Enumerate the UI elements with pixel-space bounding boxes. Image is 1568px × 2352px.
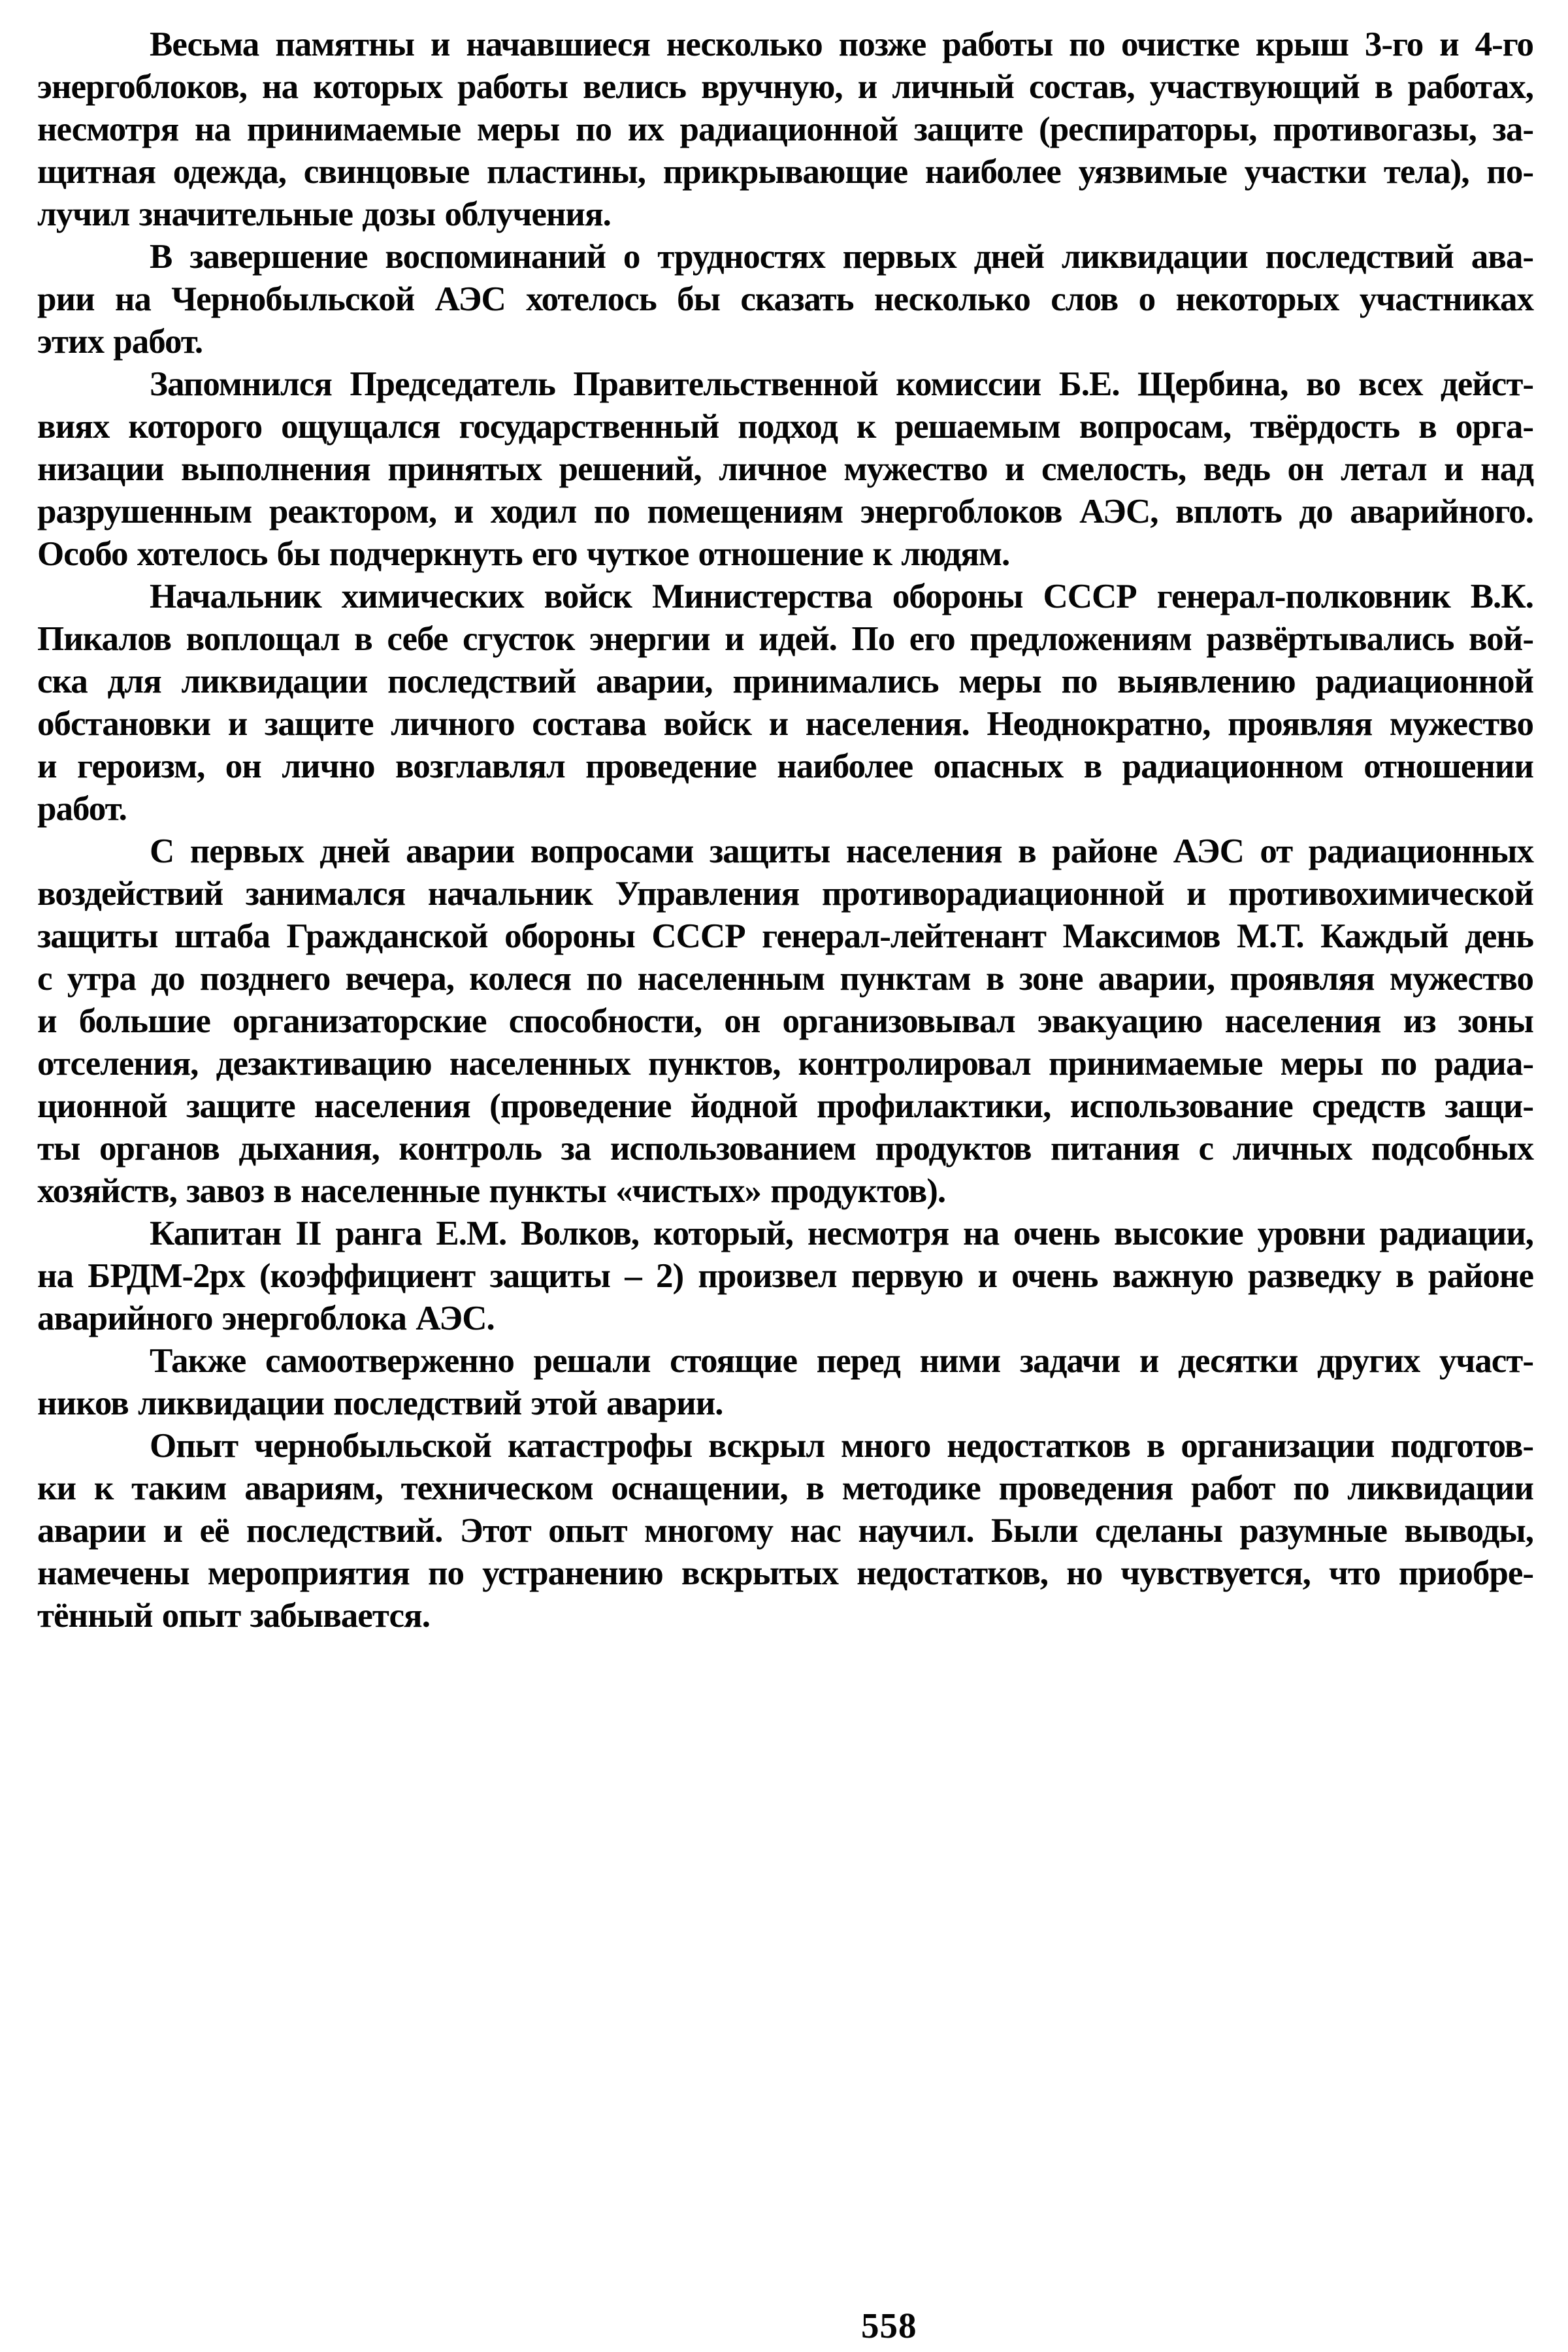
- text-line: тённый опыт забывается.: [37, 1597, 430, 1635]
- text-line: и героизм, он лично возглавлял проведение наиболее опасных в радиационном отношении: [37, 747, 1533, 785]
- text-line: ционной защите населения (проведение йодной профилактики, использование средств защи-: [37, 1087, 1533, 1125]
- text-line: аварийного энергоблока АЭС.: [37, 1299, 495, 1337]
- text-line: намечены мероприятия по устранению вскрытых недостатков, но чувствуется, что приобре-: [37, 1554, 1533, 1592]
- text-line: Весьма памятны и начавшиеся несколько позже работы по очистке крыш 3-го и 4-го: [150, 25, 1533, 63]
- text-line: и большие организаторские способности, он организовывал эвакуацию населения из зоны: [37, 1002, 1533, 1040]
- text-line: виях которого ощущался государственный подход к решаемым вопросам, твёрдость в орга-: [37, 408, 1533, 446]
- text-line: С первых дней аварии вопросами защиты населения в районе АЭС от радиационных: [150, 832, 1533, 870]
- text-line: работ.: [37, 790, 127, 828]
- text-line: несмотря на принимаемые меры по их радиационной защите (респираторы, противогазы, за-: [37, 110, 1533, 148]
- text-line: на БРДМ-2рх (коэффициент защиты – 2) произвел первую и очень важную разведку в районе: [37, 1257, 1533, 1295]
- text-line: ников ликвидации последствий этой аварии.: [37, 1384, 723, 1422]
- text-line: Начальник химических войск Министерства обороны СССР генерал-полковник В.К.: [150, 578, 1533, 615]
- text-line: отселения, дезактивацию населенных пунктов, контролировал принимаемые меры по радиа-: [37, 1045, 1533, 1083]
- text-line: Опыт чернобыльской катастрофы вскрыл много недостатков в организации подготов-: [150, 1427, 1533, 1465]
- text-line: разрушенным реактором, и ходил по помещениям энергоблоков АЭС, вплоть до аварийного.: [37, 493, 1533, 531]
- text-line: щитная одежда, свинцовые пластины, прикрывающие наиболее уязвимые участки тела), по-: [37, 153, 1533, 191]
- text-line: хозяйств, завоз в населенные пункты «чистых» продуктов).: [37, 1172, 946, 1210]
- text-line: Пикалов воплощал в себе сгусток энергии и идей. По его предложениям развёртывались вой-: [37, 620, 1533, 658]
- text-line: ска для ликвидации последствий аварии, принимались меры по выявлению радиационной: [37, 662, 1533, 700]
- text-line: воздействий занимался начальник Управления противорадиационной и противохимической: [37, 875, 1533, 913]
- text-line: с утра до позднего вечера, колеся по населенным пунктам в зоне аварии, проявляя мужество: [37, 960, 1533, 998]
- text-line: этих работ.: [37, 323, 203, 361]
- text-line: аварии и её последствий. Этот опыт многому нас научил. Были сделаны разумные выводы,: [37, 1512, 1533, 1550]
- text-line: энергоблоков, на которых работы велись вручную, и личный состав, участвующий в работах,: [37, 68, 1533, 106]
- page-body: [37, 24, 1533, 1637]
- text-line: обстановки и защите личного состава войск и населения. Неоднократно, проявляя мужество: [37, 705, 1533, 743]
- text-line: В завершение воспоминаний о трудностях первых дней ликвидации последствий ава-: [150, 238, 1533, 276]
- text-line: Капитан II ранга Е.М. Волков, который, несмотря на очень высокие уровни радиации,: [150, 1215, 1533, 1252]
- text-line: ты органов дыхания, контроль за использованием продуктов питания с личных подсобных: [37, 1130, 1533, 1168]
- text-line: Запомнился Председатель Правительственной комиссии Б.Е. Щербина, во всех дейст-: [150, 365, 1533, 403]
- text-line: рии на Чернобыльской АЭС хотелось бы сказать несколько слов о некоторых участниках: [37, 280, 1533, 318]
- text-line: Особо хотелось бы подчеркнуть его чуткое отношение к людям.: [37, 535, 1010, 573]
- text-line: защиты штаба Гражданской обороны СССР генерал-лейтенант Максимов М.Т. Каждый день: [37, 917, 1533, 955]
- text-line: ки к таким авариям, техническом оснащении, в методике проведения работ по ликвидации: [37, 1469, 1533, 1507]
- text-line: лучил значительные дозы облучения.: [37, 195, 611, 233]
- page-number: 558: [861, 2306, 917, 2345]
- text-line: Также самоотверженно решали стоящие перед ними задачи и десятки других участ-: [150, 1342, 1533, 1380]
- text-line: низации выполнения принятых решений, личное мужество и смелость, ведь он летал и над: [37, 450, 1533, 488]
